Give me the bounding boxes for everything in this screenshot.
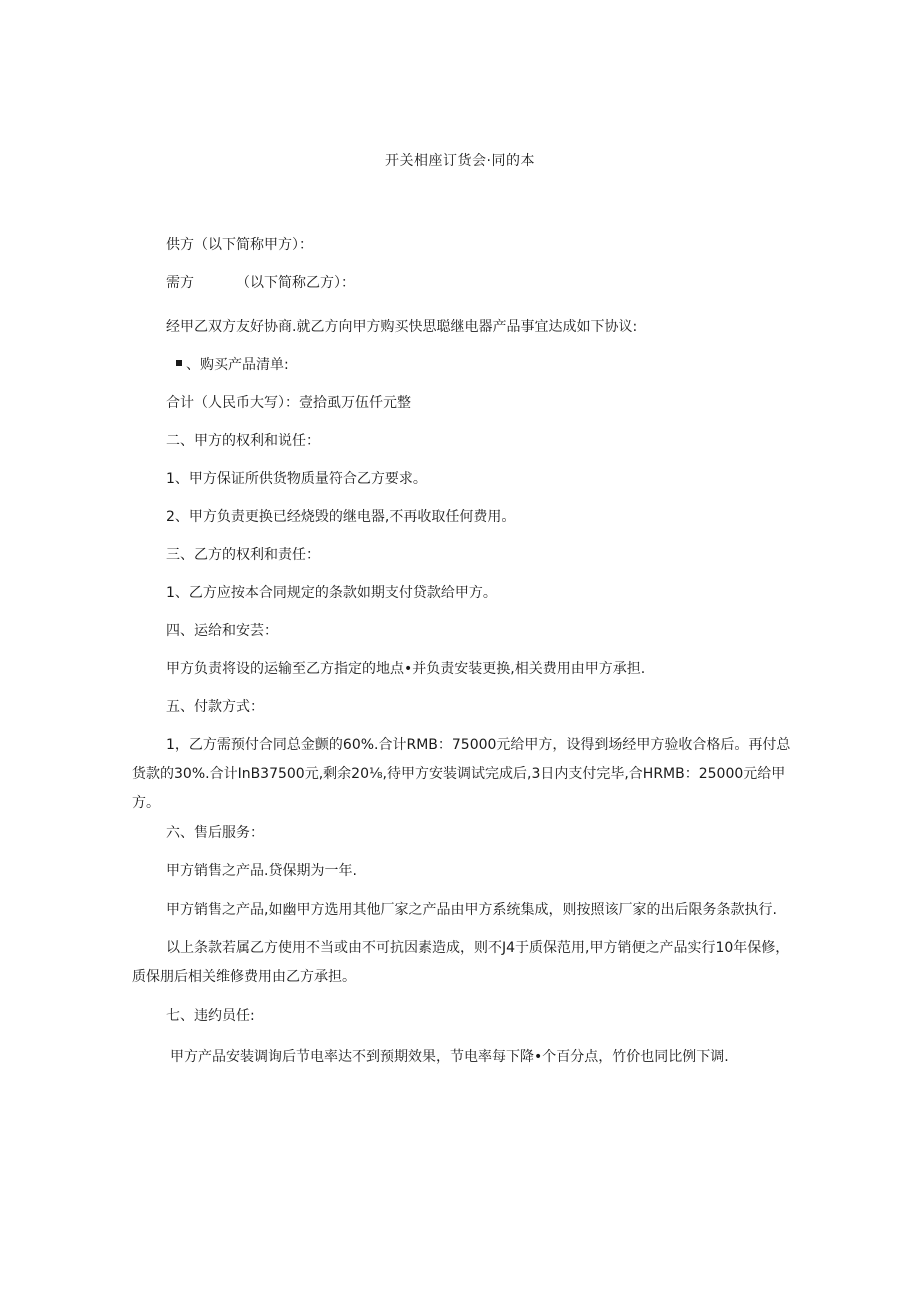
supplier-line: 供方（以下简称甲方）：	[166, 237, 313, 253]
section2-heading: 二、甲方的权利和说任：	[166, 433, 320, 449]
page-title: 开关相座订货会·同的本	[385, 153, 535, 169]
section6-text1: 甲方销售之产品.贷保期为一年.	[166, 863, 357, 879]
section5-text: 1，乙方需预付合同总金颤的60%.合计RMB：75000元给甲方，设得到场经甲方验收合格后。再付总货款的30%.合计InB37500元,剩余20⅛,待甲方安装调试完成后,3日内支付完毕,合HRMB：25000元给甲方。	[132, 737, 791, 811]
section7-text: 甲方产品安装调询后节电率达不到预期效果，节电率每下降•个百分点，竹价也同比例下调.	[170, 1049, 729, 1065]
total-amount: 合计（人民币大写）：壹拾虱万伍仟元整	[166, 395, 411, 411]
bullet-icon	[176, 360, 182, 366]
section2-item1: 1、甲方保证所供货物质量符合乙方要求。	[166, 471, 427, 487]
section7-heading: 七、违约员任:	[166, 1008, 255, 1024]
section1-heading: 、购买产品清单:	[186, 357, 289, 373]
buyer-label: 需方	[166, 275, 194, 291]
intro-text: 经甲乙双方友好协商.就乙方向甲方购买快思聪继电器产品事宜达成如下协议:	[166, 319, 638, 335]
section6-text2: 甲方销售之产品,如幽甲方选用其他厂家之产品由甲方系统集成，则按照该厂家的出后限务条款执行.	[166, 902, 777, 918]
section5-heading: 五、付款方式：	[166, 699, 264, 715]
section6-text3: 以上条款若属乙方使用不当或由不可抗因素造成，则不J4于质保范用,甲方销便之产品实行10年保修，质保朋后相关维修费用由乙方承担。	[132, 940, 790, 985]
buyer-note: （以下简称乙方）：	[236, 275, 355, 291]
section6-heading: 六、售后服务：	[166, 825, 264, 841]
section4-text: 甲方负责将设的运输至乙方指定的地点•并负责安装更换,相关费用由甲方承担.	[166, 661, 646, 677]
buyer-line	[166, 273, 355, 293]
section4-heading: 四、运给和安芸：	[166, 623, 278, 639]
section2-item2: 2、甲方负责更换已经烧毁的继电器,不再收取任何费用。	[166, 509, 516, 525]
section3-heading: 三、乙方的权利和责任：	[166, 547, 320, 563]
section3-item1: 1、乙方应按本合同规定的条款如期支付贷款给甲方。	[166, 585, 497, 601]
section1-heading-line	[176, 355, 289, 375]
